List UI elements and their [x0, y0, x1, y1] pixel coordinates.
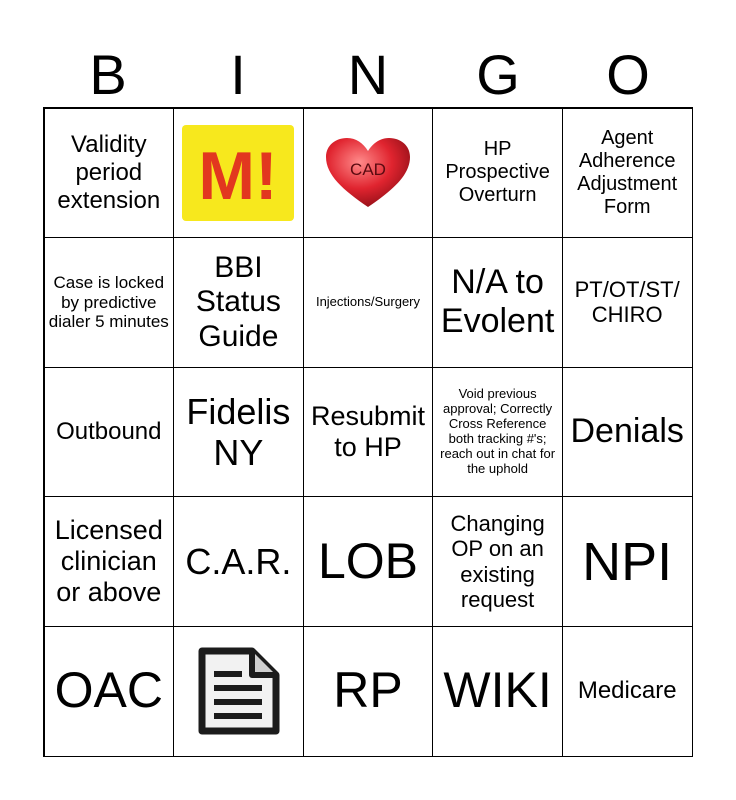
cell-text: HP Prospective Overturn [445, 138, 550, 207]
cell-text: RP [333, 662, 403, 719]
bingo-cell[interactable] [44, 237, 175, 368]
cell-text: C.A.R. [185, 540, 292, 582]
cell-text: Licensed clinician or above [54, 515, 163, 608]
cell-text: PT/OT/ST/ CHIRO [574, 277, 680, 328]
cell-text: BBI Status Guide [195, 250, 281, 353]
header-letter-o: O [606, 43, 650, 106]
cell-text: Injections/Surgery [315, 293, 421, 309]
bingo-cell[interactable] [173, 496, 304, 627]
bingo-cell[interactable] [303, 626, 434, 757]
header-letter-g: G [476, 43, 520, 106]
bingo-cell[interactable] [562, 108, 693, 239]
m-exclamation-logo-icon [182, 125, 294, 221]
bingo-cell[interactable] [562, 626, 693, 757]
bingo-cell[interactable] [432, 496, 563, 627]
bingo-cell[interactable] [432, 367, 563, 498]
cell-text: Validity period extension [57, 131, 161, 214]
bingo-header [43, 42, 693, 108]
cell-text: LOB [317, 532, 419, 589]
cell-text: N/A to Evolent [440, 263, 555, 341]
cell-text: Void previous approval; Correctly Cross Reference both tracking #'s; reach out in chat for the uphold [440, 386, 556, 476]
bingo-cell[interactable] [173, 367, 304, 498]
bingo-cell[interactable] [303, 108, 434, 239]
bingo-cell[interactable] [432, 108, 563, 239]
bingo-cell[interactable] [432, 237, 563, 368]
bingo-cell[interactable] [562, 496, 693, 627]
cell-text: Outbound [56, 418, 162, 446]
document-icon [190, 645, 286, 737]
cell-text: Denials [570, 412, 684, 451]
header-letter-n: N [347, 43, 389, 106]
bingo-cell[interactable] [44, 367, 175, 498]
cell-text: Case is locked by predictive dialer 5 minutes [48, 273, 169, 332]
bingo-cell[interactable] [562, 237, 693, 368]
cell-text: OAC [54, 662, 163, 719]
bingo-cell[interactable] [173, 237, 304, 368]
cell-text: NPI [582, 531, 673, 592]
header-letter-b: B [89, 43, 127, 106]
bingo-cell[interactable] [303, 237, 434, 368]
bingo-cell[interactable] [44, 108, 175, 239]
bingo-cell[interactable] [432, 626, 563, 757]
bingo-cell[interactable] [44, 496, 175, 627]
cell-text: Medicare [577, 677, 677, 705]
svg-text:CAD: CAD [350, 159, 386, 179]
bingo-cell[interactable] [562, 367, 693, 498]
cell-text: Changing OP on an existing request [450, 511, 545, 612]
bingo-cell[interactable] [173, 626, 304, 757]
heart-cad-icon [323, 135, 413, 211]
header-letter-i: I [230, 43, 246, 106]
bingo-cell[interactable] [44, 626, 175, 757]
cell-text: Fidelis NY [186, 390, 291, 473]
cell-text: Resubmit to HP [310, 400, 426, 462]
cell-text: WIKI [443, 662, 552, 719]
bingo-card [43, 107, 693, 757]
cell-text: Agent Adherence Adjustment Form [577, 126, 678, 218]
bingo-cell[interactable] [303, 367, 434, 498]
svg-text:M!: M! [198, 137, 279, 214]
bingo-cell[interactable] [173, 108, 304, 239]
bingo-cell[interactable] [303, 496, 434, 627]
